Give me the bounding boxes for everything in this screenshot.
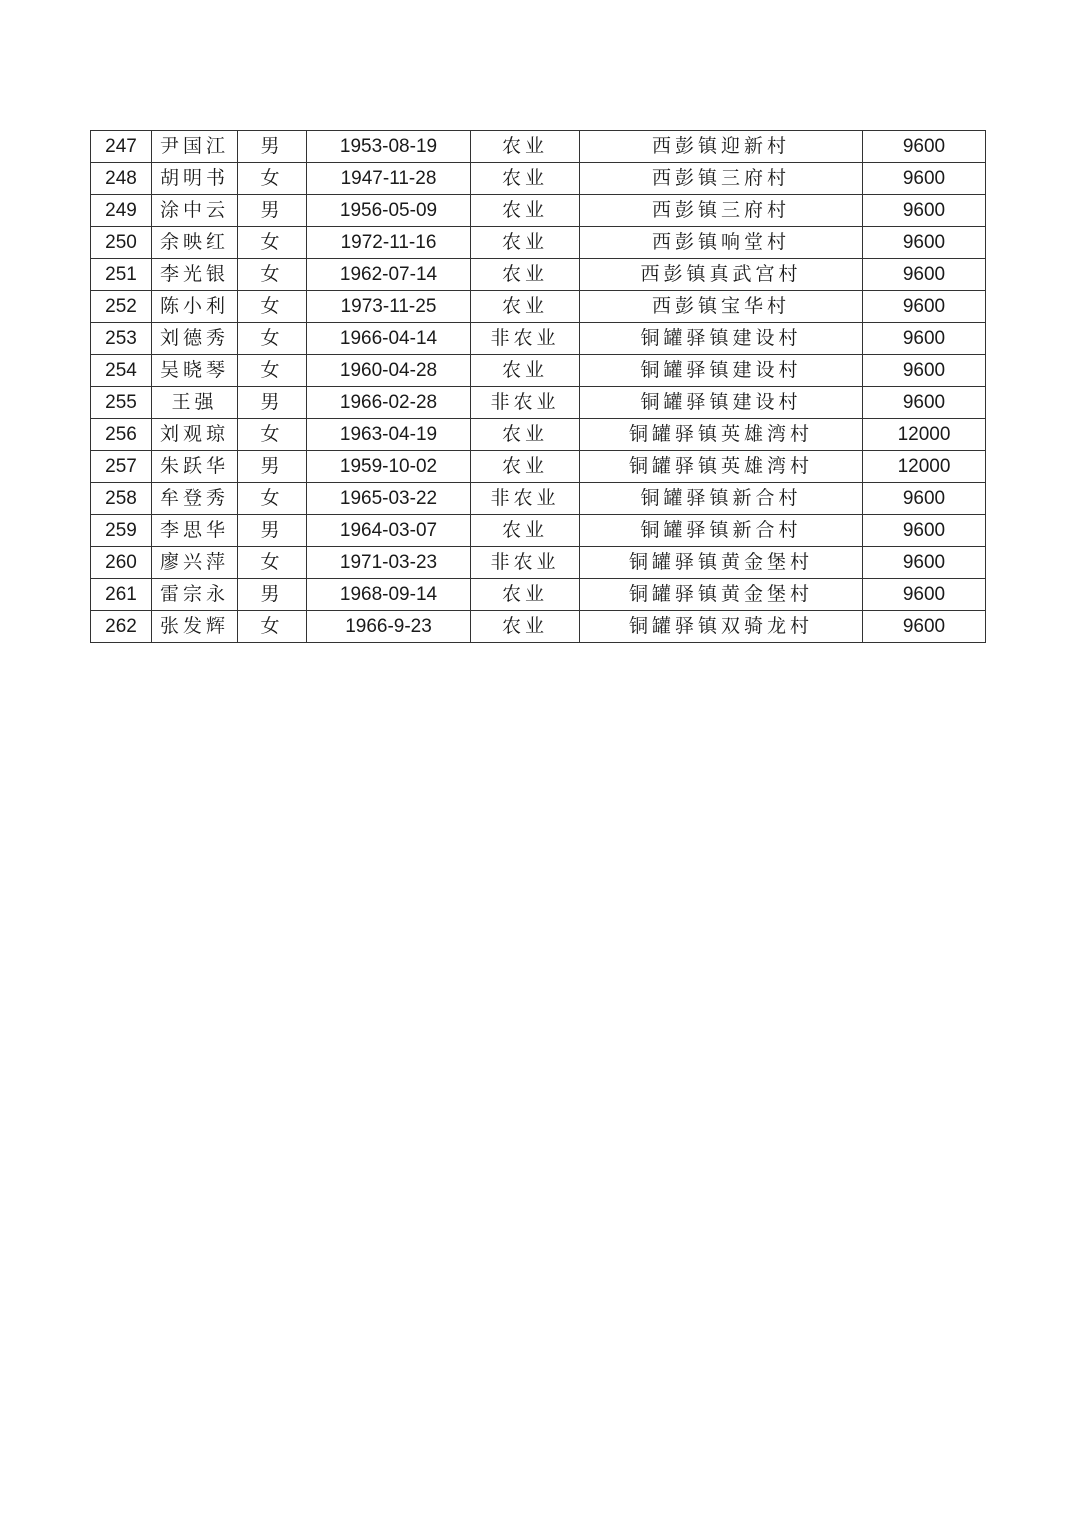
gender-cell: 男 — [238, 387, 307, 419]
serial-number-cell: 256 — [91, 419, 152, 451]
birth-date-cell: 1960-04-28 — [307, 355, 471, 387]
serial-number-cell: 250 — [91, 227, 152, 259]
serial-number-cell: 248 — [91, 163, 152, 195]
gender-cell: 女 — [238, 355, 307, 387]
gender-cell: 女 — [238, 259, 307, 291]
name-cell: 刘观琼 — [152, 419, 238, 451]
birth-date-cell: 1953-08-19 — [307, 131, 471, 163]
serial-number-cell: 260 — [91, 547, 152, 579]
table-row — [91, 579, 986, 611]
table-row — [91, 131, 986, 163]
gender-cell: 女 — [238, 419, 307, 451]
amount-cell: 9600 — [863, 131, 986, 163]
birth-date-cell: 1964-03-07 — [307, 515, 471, 547]
name-cell: 李思华 — [152, 515, 238, 547]
gender-cell: 男 — [238, 579, 307, 611]
gender-cell: 女 — [238, 611, 307, 643]
name-cell: 王强 — [152, 387, 238, 419]
household-type-cell: 非农业 — [471, 323, 580, 355]
address-cell: 铜罐驿镇双骑龙村 — [580, 611, 863, 643]
amount-cell: 9600 — [863, 291, 986, 323]
name-cell: 刘德秀 — [152, 323, 238, 355]
serial-number-cell: 257 — [91, 451, 152, 483]
gender-cell: 女 — [238, 163, 307, 195]
table-row — [91, 419, 986, 451]
gender-cell: 女 — [238, 547, 307, 579]
household-type-cell: 非农业 — [471, 387, 580, 419]
serial-number-cell: 258 — [91, 483, 152, 515]
table-row — [91, 259, 986, 291]
address-cell: 铜罐驿镇黄金堡村 — [580, 547, 863, 579]
address-cell: 西彭镇真武宫村 — [580, 259, 863, 291]
table-row — [91, 195, 986, 227]
address-cell: 铜罐驿镇新合村 — [580, 515, 863, 547]
gender-cell: 女 — [238, 483, 307, 515]
table-row — [91, 355, 986, 387]
household-type-cell: 非农业 — [471, 483, 580, 515]
address-cell: 西彭镇三府村 — [580, 163, 863, 195]
name-cell: 吴晓琴 — [152, 355, 238, 387]
serial-number-cell: 262 — [91, 611, 152, 643]
household-type-cell: 非农业 — [471, 547, 580, 579]
household-type-cell: 农业 — [471, 611, 580, 643]
birth-date-cell: 1962-07-14 — [307, 259, 471, 291]
household-type-cell: 农业 — [471, 579, 580, 611]
household-type-cell: 农业 — [471, 195, 580, 227]
serial-number-cell: 253 — [91, 323, 152, 355]
serial-number-cell: 259 — [91, 515, 152, 547]
amount-cell: 9600 — [863, 387, 986, 419]
serial-number-cell: 247 — [91, 131, 152, 163]
amount-cell: 9600 — [863, 515, 986, 547]
birth-date-cell: 1973-11-25 — [307, 291, 471, 323]
amount-cell: 9600 — [863, 227, 986, 259]
serial-number-cell: 261 — [91, 579, 152, 611]
gender-cell: 女 — [238, 227, 307, 259]
amount-cell: 12000 — [863, 451, 986, 483]
table-row — [91, 451, 986, 483]
address-cell: 铜罐驿镇建设村 — [580, 355, 863, 387]
household-type-cell: 农业 — [471, 451, 580, 483]
amount-cell: 9600 — [863, 323, 986, 355]
birth-date-cell: 1966-04-14 — [307, 323, 471, 355]
birth-date-cell: 1965-03-22 — [307, 483, 471, 515]
address-cell: 铜罐驿镇英雄湾村 — [580, 419, 863, 451]
serial-number-cell: 252 — [91, 291, 152, 323]
amount-cell: 9600 — [863, 579, 986, 611]
birth-date-cell: 1963-04-19 — [307, 419, 471, 451]
address-cell: 铜罐驿镇建设村 — [580, 323, 863, 355]
household-type-cell: 农业 — [471, 131, 580, 163]
serial-number-cell: 249 — [91, 195, 152, 227]
gender-cell: 男 — [238, 131, 307, 163]
table-row — [91, 291, 986, 323]
address-cell: 铜罐驿镇黄金堡村 — [580, 579, 863, 611]
table-row — [91, 483, 986, 515]
name-cell: 朱跃华 — [152, 451, 238, 483]
birth-date-cell: 1972-11-16 — [307, 227, 471, 259]
birth-date-cell: 1956-05-09 — [307, 195, 471, 227]
table-row — [91, 227, 986, 259]
amount-cell: 9600 — [863, 163, 986, 195]
birth-date-cell: 1968-09-14 — [307, 579, 471, 611]
amount-cell: 9600 — [863, 611, 986, 643]
birth-date-cell: 1966-9-23 — [307, 611, 471, 643]
table-row — [91, 547, 986, 579]
birth-date-cell: 1971-03-23 — [307, 547, 471, 579]
household-type-cell: 农业 — [471, 227, 580, 259]
amount-cell: 12000 — [863, 419, 986, 451]
table-row — [91, 611, 986, 643]
gender-cell: 男 — [238, 195, 307, 227]
birth-date-cell: 1966-02-28 — [307, 387, 471, 419]
amount-cell: 9600 — [863, 259, 986, 291]
table-row — [91, 515, 986, 547]
address-cell: 铜罐驿镇新合村 — [580, 483, 863, 515]
household-type-cell: 农业 — [471, 163, 580, 195]
amount-cell: 9600 — [863, 355, 986, 387]
address-cell: 西彭镇响堂村 — [580, 227, 863, 259]
amount-cell: 9600 — [863, 483, 986, 515]
name-cell: 胡明书 — [152, 163, 238, 195]
gender-cell: 女 — [238, 323, 307, 355]
address-cell: 西彭镇三府村 — [580, 195, 863, 227]
table-row — [91, 323, 986, 355]
household-type-cell: 农业 — [471, 515, 580, 547]
address-cell: 西彭镇宝华村 — [580, 291, 863, 323]
table-row — [91, 163, 986, 195]
birth-date-cell: 1959-10-02 — [307, 451, 471, 483]
name-cell: 余映红 — [152, 227, 238, 259]
address-cell: 铜罐驿镇英雄湾村 — [580, 451, 863, 483]
roster-table — [90, 130, 986, 643]
address-cell: 铜罐驿镇建设村 — [580, 387, 863, 419]
table-row — [91, 387, 986, 419]
birth-date-cell: 1947-11-28 — [307, 163, 471, 195]
address-cell: 西彭镇迎新村 — [580, 131, 863, 163]
name-cell: 陈小利 — [152, 291, 238, 323]
name-cell: 雷宗永 — [152, 579, 238, 611]
gender-cell: 男 — [238, 515, 307, 547]
household-type-cell: 农业 — [471, 419, 580, 451]
name-cell: 涂中云 — [152, 195, 238, 227]
amount-cell: 9600 — [863, 547, 986, 579]
amount-cell: 9600 — [863, 195, 986, 227]
gender-cell: 女 — [238, 291, 307, 323]
gender-cell: 男 — [238, 451, 307, 483]
household-type-cell: 农业 — [471, 259, 580, 291]
serial-number-cell: 254 — [91, 355, 152, 387]
name-cell: 尹国江 — [152, 131, 238, 163]
roster-table-body — [91, 131, 986, 643]
name-cell: 牟登秀 — [152, 483, 238, 515]
household-type-cell: 农业 — [471, 291, 580, 323]
name-cell: 李光银 — [152, 259, 238, 291]
name-cell: 廖兴萍 — [152, 547, 238, 579]
serial-number-cell: 255 — [91, 387, 152, 419]
household-type-cell: 农业 — [471, 355, 580, 387]
serial-number-cell: 251 — [91, 259, 152, 291]
name-cell: 张发辉 — [152, 611, 238, 643]
